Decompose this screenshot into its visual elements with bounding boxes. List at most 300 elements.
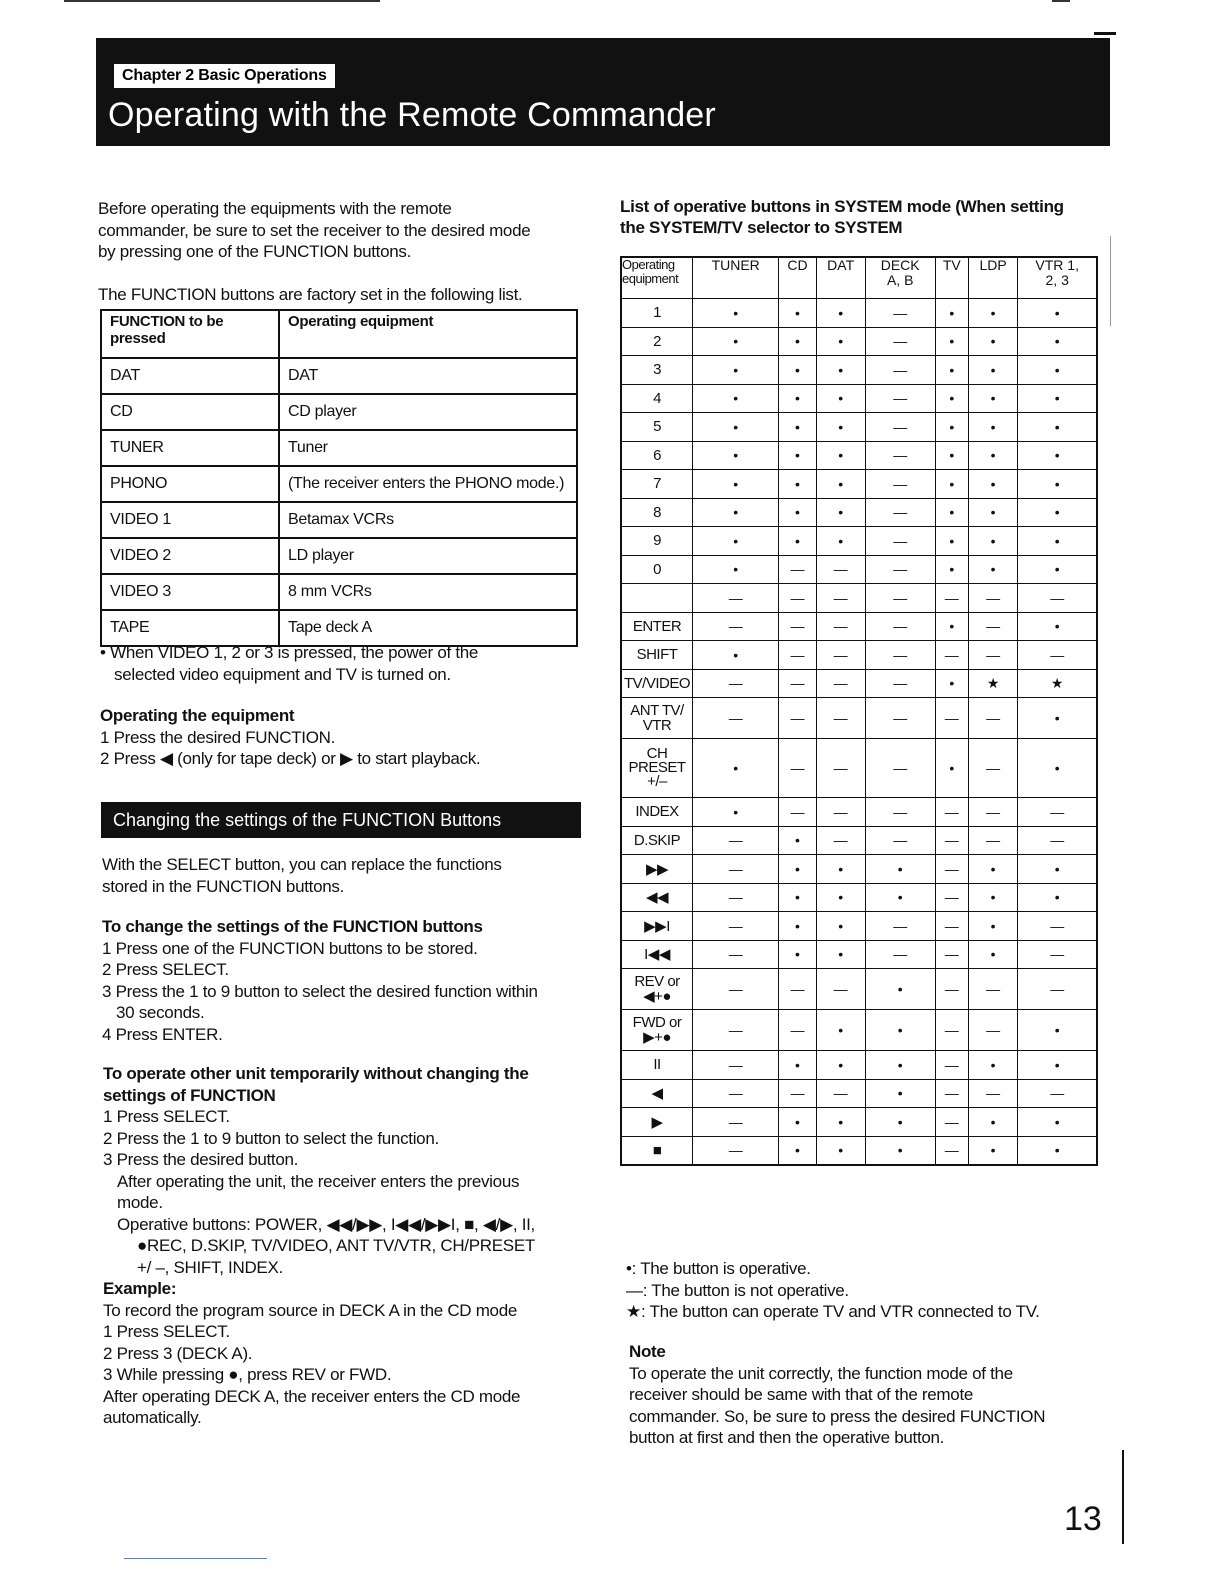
equipment-header-cell: TUNER <box>693 257 779 299</box>
operative-cell: — <box>693 698 779 739</box>
operative-cell: • <box>968 1136 1018 1165</box>
operative-cell: — <box>865 826 935 855</box>
operative-cell: • <box>968 912 1018 941</box>
equipment-header-cell: LDP <box>968 257 1018 299</box>
operative-cell: • <box>935 498 968 527</box>
button-label-cell: FWD or ▶+● <box>621 1010 693 1051</box>
operative-cell: — <box>816 1079 865 1108</box>
button-row <box>621 798 1097 827</box>
operative-cell: — <box>935 641 968 670</box>
operative-cell: — <box>693 612 779 641</box>
button-label-cell: 1 <box>621 299 693 328</box>
operative-cell: — <box>693 1010 779 1051</box>
operative-cell: • <box>1018 1108 1097 1137</box>
operative-cell: — <box>865 669 935 698</box>
equipment-cell: Tape deck A <box>279 610 577 646</box>
operative-cell: • <box>816 299 865 328</box>
button-label-cell: 8 <box>621 498 693 527</box>
button-label-cell: 6 <box>621 441 693 470</box>
operative-cell: — <box>816 826 865 855</box>
button-row <box>621 441 1097 470</box>
operative-cell: • <box>816 1051 865 1080</box>
operative-cell: • <box>968 356 1018 385</box>
operative-cell: • <box>779 826 816 855</box>
operative-cell: • <box>693 641 779 670</box>
function-cell: TUNER <box>101 430 279 466</box>
top-rule <box>64 0 380 2</box>
button-label-cell: II <box>621 1051 693 1080</box>
function-table-header: FUNCTION to be pressed <box>101 310 279 358</box>
operative-cell: • <box>693 470 779 499</box>
operative-cell: — <box>935 969 968 1010</box>
operative-cell: — <box>865 384 935 413</box>
button-row <box>621 384 1097 413</box>
operative-cell: — <box>1018 969 1097 1010</box>
operative-cell: • <box>779 1051 816 1080</box>
operative-cell: • <box>779 441 816 470</box>
legend <box>626 1258 1040 1323</box>
operative-cell: — <box>1018 584 1097 613</box>
button-row <box>621 470 1097 499</box>
operative-cell: • <box>1018 1051 1097 1080</box>
operative-cell: — <box>816 698 865 739</box>
operative-cell: • <box>968 555 1018 584</box>
legend-operative: •: The button is operative. <box>626 1259 811 1278</box>
operative-cell: — <box>935 940 968 969</box>
operative-cell: — <box>693 969 779 1010</box>
equipment-cell: Betamax VCRs <box>279 502 577 538</box>
page-number: 13 <box>1064 1500 1102 1538</box>
operative-cell: — <box>693 1136 779 1165</box>
function-cell: CD <box>101 394 279 430</box>
button-label-cell: ■ <box>621 1136 693 1165</box>
operative-cell: • <box>865 1136 935 1165</box>
button-row <box>621 855 1097 884</box>
operative-cell: • <box>968 940 1018 969</box>
operative-cell: — <box>865 356 935 385</box>
operative-cell: • <box>693 299 779 328</box>
operative-cell: — <box>865 527 935 556</box>
button-label-cell: ▶ <box>621 1108 693 1137</box>
operative-cell: • <box>779 1136 816 1165</box>
equipment-cell: CD player <box>279 394 577 430</box>
operative-cell: • <box>1018 299 1097 328</box>
operative-cell: • <box>779 470 816 499</box>
change-section: To change the settings of the FUNCTION buttons 1 Press one of the FUNCTION buttons to be stored. 2 Press SELECT. 3 Press the 1 to 9 button to select the desired function within 30 seconds. 4 Press ENTER. <box>102 917 538 1044</box>
operative-cell: • <box>1018 413 1097 442</box>
operative-cell: — <box>1018 940 1097 969</box>
operative-cell: — <box>816 969 865 1010</box>
button-label-cell: ◀◀ <box>621 883 693 912</box>
operative-cell: • <box>693 498 779 527</box>
operative-cell: — <box>779 584 816 613</box>
operative-cell: — <box>693 1079 779 1108</box>
page-number-rule <box>1122 1450 1124 1544</box>
equipment-cell: LD player <box>279 538 577 574</box>
note-heading: Note <box>629 1342 666 1361</box>
operative-cell: — <box>865 739 935 798</box>
button-row <box>621 969 1097 1010</box>
operative-cell: — <box>865 641 935 670</box>
operative-cell: — <box>865 612 935 641</box>
video-note: • When VIDEO 1, 2 or 3 is pressed, the power of the selected video equipment and TV is turned on. <box>100 643 479 684</box>
function-cell: DAT <box>101 358 279 394</box>
operative-cell: • <box>935 470 968 499</box>
operative-cell: • <box>816 883 865 912</box>
button-row <box>621 826 1097 855</box>
button-label-cell: ◀ <box>621 1079 693 1108</box>
button-label-cell: INDEX <box>621 798 693 827</box>
function-cell: VIDEO 1 <box>101 502 279 538</box>
operative-cell: • <box>935 441 968 470</box>
operative-cell: • <box>1018 855 1097 884</box>
operative-cell: • <box>1018 739 1097 798</box>
operative-cell: — <box>865 498 935 527</box>
button-row <box>621 356 1097 385</box>
operative-cell: • <box>1018 441 1097 470</box>
operative-cell: • <box>779 883 816 912</box>
operative-cell: • <box>935 384 968 413</box>
operative-cell: • <box>816 441 865 470</box>
operative-cell: • <box>1018 384 1097 413</box>
button-row <box>621 527 1097 556</box>
button-row <box>621 327 1097 356</box>
operative-cell: — <box>865 441 935 470</box>
operative-cell: • <box>816 940 865 969</box>
operative-cell: — <box>968 612 1018 641</box>
button-row <box>621 641 1097 670</box>
operative-cell: — <box>779 798 816 827</box>
operative-cell: • <box>816 1136 865 1165</box>
operative-cell: — <box>865 584 935 613</box>
operative-cell: • <box>935 612 968 641</box>
operative-cell: • <box>816 470 865 499</box>
button-label-cell: 7 <box>621 470 693 499</box>
button-row <box>621 1108 1097 1137</box>
operative-cell: — <box>1018 826 1097 855</box>
operative-cell: • <box>816 1108 865 1137</box>
button-label-cell: D.SKIP <box>621 826 693 855</box>
equipment-cell: (The receiver enters the PHONO mode.) <box>279 466 577 502</box>
operative-cell: — <box>968 584 1018 613</box>
operative-cell: • <box>968 441 1018 470</box>
operative-cell: • <box>865 1010 935 1051</box>
operative-cell: — <box>935 1010 968 1051</box>
operative-cell: — <box>816 798 865 827</box>
button-row <box>621 1079 1097 1108</box>
operative-cell: — <box>935 698 968 739</box>
operative-cell: — <box>935 826 968 855</box>
operative-cell: — <box>1018 1079 1097 1108</box>
page-title: Operating with the Remote Commander <box>108 96 716 134</box>
operative-cell: — <box>1018 798 1097 827</box>
operative-cell: — <box>865 940 935 969</box>
operative-cell: • <box>968 384 1018 413</box>
operative-cell: • <box>865 1051 935 1080</box>
operative-cell: — <box>935 912 968 941</box>
button-label-cell: 3 <box>621 356 693 385</box>
operative-cell: — <box>816 555 865 584</box>
change-heading: To change the settings of the FUNCTION buttons <box>102 917 483 936</box>
function-table-header: Operating equipment <box>279 310 577 358</box>
equipment-header-cell: DECK A, B <box>865 257 935 299</box>
operative-cell: • <box>865 1079 935 1108</box>
example-heading: Example: <box>103 1279 177 1298</box>
operative-cell: — <box>779 698 816 739</box>
operative-cell: — <box>816 669 865 698</box>
operative-cell: — <box>865 912 935 941</box>
operative-cell: — <box>968 826 1018 855</box>
operative-cell: — <box>693 584 779 613</box>
operative-cell: — <box>935 883 968 912</box>
margin-rule <box>1110 236 1111 326</box>
operative-cell: — <box>779 641 816 670</box>
operative-cell: • <box>968 470 1018 499</box>
operative-cell: — <box>693 1051 779 1080</box>
operative-cell: — <box>816 641 865 670</box>
operative-cell: • <box>816 356 865 385</box>
top-rule-right <box>1052 0 1070 2</box>
section-title: Changing the settings of the FUNCTION Buttons <box>101 802 581 838</box>
operative-cell: • <box>1018 555 1097 584</box>
temp-heading: To operate other unit temporarily without changing the <box>103 1064 529 1083</box>
operative-cell: • <box>816 912 865 941</box>
equipment-cell: Tuner <box>279 430 577 466</box>
operative-cell: • <box>968 527 1018 556</box>
operative-cell: — <box>693 940 779 969</box>
operative-cell: • <box>865 855 935 884</box>
operative-cell: • <box>779 327 816 356</box>
operative-cell: • <box>779 498 816 527</box>
operative-cell: • <box>693 555 779 584</box>
operative-cell: — <box>1018 641 1097 670</box>
operative-cell: • <box>816 527 865 556</box>
function-cell: VIDEO 3 <box>101 574 279 610</box>
note: Note To operate the unit correctly, the function mode of the receiver should be same with that of the remote commander. So, be sure to press the desired FUNCTION button at first and then the operative button. <box>629 1341 1109 1449</box>
operative-cell: • <box>935 327 968 356</box>
operative-cell: — <box>935 1051 968 1080</box>
button-label-cell: SHIFT <box>621 641 693 670</box>
operative-cell: — <box>935 584 968 613</box>
operative-cell: • <box>693 327 779 356</box>
button-label-cell: 0 <box>621 555 693 584</box>
operative-cell: • <box>1018 1010 1097 1051</box>
equipment-header-cell: CD <box>779 257 816 299</box>
operative-cell: • <box>865 883 935 912</box>
button-row <box>621 1010 1097 1051</box>
button-label-cell: REV or ◀+● <box>621 969 693 1010</box>
operative-cell: • <box>1018 1136 1097 1165</box>
operative-cell: — <box>779 1079 816 1108</box>
operative-cell: — <box>865 327 935 356</box>
button-label-cell: TV/VIDEO <box>621 669 693 698</box>
operative-cell: • <box>1018 498 1097 527</box>
operative-cell: — <box>935 798 968 827</box>
function-cell: TAPE <box>101 610 279 646</box>
operative-cell: — <box>779 739 816 798</box>
button-row <box>621 584 1097 613</box>
operative-cell: — <box>816 739 865 798</box>
operative-cell: • <box>779 940 816 969</box>
corner-header-cell: Operating equipment <box>621 257 693 299</box>
operative-cell: • <box>779 384 816 413</box>
operative-cell: — <box>693 855 779 884</box>
operative-cell: • <box>968 498 1018 527</box>
operative-cell: • <box>693 798 779 827</box>
operative-cell: • <box>935 356 968 385</box>
operative-cell: — <box>968 739 1018 798</box>
operative-cell: — <box>693 826 779 855</box>
operative-cell: • <box>693 739 779 798</box>
button-row <box>621 1136 1097 1165</box>
button-label-cell: ▶▶I <box>621 912 693 941</box>
operative-cell: • <box>968 883 1018 912</box>
operative-cell: — <box>693 883 779 912</box>
button-row <box>621 940 1097 969</box>
button-label-cell: I◀◀ <box>621 940 693 969</box>
operative-cell: • <box>1018 883 1097 912</box>
operative-cell: • <box>968 1051 1018 1080</box>
button-label-cell: 9 <box>621 527 693 556</box>
operative-cell: — <box>968 698 1018 739</box>
operative-cell: • <box>968 1108 1018 1137</box>
operative-cell: • <box>968 327 1018 356</box>
operative-cell: • <box>779 912 816 941</box>
operative-cell: • <box>935 669 968 698</box>
operative-cell: • <box>935 299 968 328</box>
operative-cell: ★ <box>968 669 1018 698</box>
operative-cell: • <box>968 299 1018 328</box>
operative-cell: • <box>1018 327 1097 356</box>
operative-cell: — <box>1018 912 1097 941</box>
button-label-cell: ENTER <box>621 612 693 641</box>
legend-star: ★: The button can operate TV and VTR connected to TV. <box>626 1302 1040 1321</box>
operative-cell: — <box>968 798 1018 827</box>
operative-cell: • <box>935 739 968 798</box>
button-row <box>621 1051 1097 1080</box>
button-row <box>621 739 1097 798</box>
legend-not-operative: —: The button is not operative. <box>626 1280 849 1300</box>
intro-paragraph: Before operating the equipments with the remote commander, be sure to set the receiver to the desired mode by pressing one of the FUNCTION buttons. <box>98 199 531 261</box>
operative-cell: • <box>968 855 1018 884</box>
operative-cell: • <box>693 356 779 385</box>
equipment-header-cell: VTR 1, 2, 3 <box>1018 257 1097 299</box>
operative-cell: — <box>935 855 968 884</box>
equipment-cell: 8 mm VCRs <box>279 574 577 610</box>
operative-cell: ★ <box>1018 669 1097 698</box>
operative-cell: • <box>693 413 779 442</box>
function-table <box>100 309 578 647</box>
operative-cell: • <box>865 969 935 1010</box>
operative-cell: — <box>816 584 865 613</box>
operative-cell: • <box>779 1108 816 1137</box>
operative-cell: — <box>865 698 935 739</box>
operative-cell: — <box>935 1136 968 1165</box>
operative-cell: — <box>968 1079 1018 1108</box>
operative-cell: • <box>1018 470 1097 499</box>
operative-cell: — <box>935 1079 968 1108</box>
temp-section: To operate other unit temporarily without changing the settings of FUNCTION 1 Press SELECT. 2 Press the 1 to 9 button to select the function. 3 Press the desired button. After operating the unit, the receiver enters the previous mode. Operative buttons: POWER, ◀◀/▶▶, I◀◀/▶▶I, ■, ◀/▶, II, ●REC, D.SKIP, TV/VIDEO, ANT TV/VTR, CH/PRESET +/ –, SHIFT, INDEX. Example: To record the program source in DECK A in the CD mode 1 Press SELECT. 2 Press 3 (DECK A). 3 While pressing ●, press REV or FWD. After operating DECK A, the receiver enters the CD mode automatically. <box>103 1063 603 1429</box>
operative-cell: • <box>816 498 865 527</box>
operative-cell: — <box>865 470 935 499</box>
operative-cell: — <box>935 1108 968 1137</box>
operative-cell: • <box>816 327 865 356</box>
button-label-cell: 5 <box>621 413 693 442</box>
button-label-cell: CH PRESET +/– <box>621 739 693 798</box>
button-row <box>621 498 1097 527</box>
operative-cell: • <box>1018 527 1097 556</box>
operative-cell: • <box>1018 612 1097 641</box>
operative-cell: • <box>816 413 865 442</box>
operative-cell: — <box>779 612 816 641</box>
operative-cell: — <box>865 798 935 827</box>
operative-cell: — <box>693 1108 779 1137</box>
operative-cell: • <box>693 527 779 556</box>
operative-cell: • <box>779 413 816 442</box>
system-mode-table <box>620 256 1098 1166</box>
button-label-cell: 4 <box>621 384 693 413</box>
button-label-cell <box>621 584 693 613</box>
button-label-cell: ▶▶ <box>621 855 693 884</box>
operative-cell: • <box>779 299 816 328</box>
operative-cell: • <box>1018 698 1097 739</box>
button-row <box>621 612 1097 641</box>
operative-cell: — <box>816 612 865 641</box>
operative-cell: • <box>779 356 816 385</box>
intro-list-caption: The FUNCTION buttons are factory set in the following list. <box>98 285 523 304</box>
operative-cell: — <box>779 669 816 698</box>
function-cell: VIDEO 2 <box>101 538 279 574</box>
section2-intro: With the SELECT button, you can replace the functions stored in the FUNCTION buttons. <box>102 855 502 896</box>
operative-cell: — <box>779 555 816 584</box>
operative-cell: • <box>935 527 968 556</box>
button-row <box>621 669 1097 698</box>
operative-cell: — <box>779 969 816 1010</box>
operative-cell: — <box>865 555 935 584</box>
operative-cell: • <box>816 855 865 884</box>
operative-cell: • <box>935 555 968 584</box>
operative-cell: — <box>779 1010 816 1051</box>
operative-cell: — <box>693 669 779 698</box>
equipment-cell: DAT <box>279 358 577 394</box>
operative-cell: • <box>693 384 779 413</box>
button-row <box>621 555 1097 584</box>
operating-heading: Operating the equipment <box>100 706 295 725</box>
operative-cell: — <box>968 969 1018 1010</box>
button-row <box>621 912 1097 941</box>
operative-cell: — <box>968 641 1018 670</box>
chapter-label: Chapter 2 Basic Operations <box>114 64 335 88</box>
operative-cell: • <box>968 413 1018 442</box>
operative-cell: — <box>865 413 935 442</box>
operative-cell: • <box>935 413 968 442</box>
operating-section: Operating the equipment 1 Press the desired FUNCTION. 2 Press ◀ (only for tape deck) or ▶ to start playback. <box>100 706 481 768</box>
operative-cell: — <box>968 1010 1018 1051</box>
system-list-title: List of operative buttons in SYSTEM mode (When setting the SYSTEM/TV selector to SYSTEM <box>620 197 1064 237</box>
button-label-cell: ANT TV/ VTR <box>621 698 693 739</box>
function-cell: PHONO <box>101 466 279 502</box>
button-label-cell: 2 <box>621 327 693 356</box>
button-row <box>621 413 1097 442</box>
operative-cell: • <box>1018 356 1097 385</box>
operative-cell: • <box>779 855 816 884</box>
operative-cell: • <box>779 527 816 556</box>
operative-cell: • <box>865 1108 935 1137</box>
operative-cell: • <box>816 384 865 413</box>
equipment-header-cell: TV <box>935 257 968 299</box>
equipment-header-cell: DAT <box>816 257 865 299</box>
button-row <box>621 883 1097 912</box>
